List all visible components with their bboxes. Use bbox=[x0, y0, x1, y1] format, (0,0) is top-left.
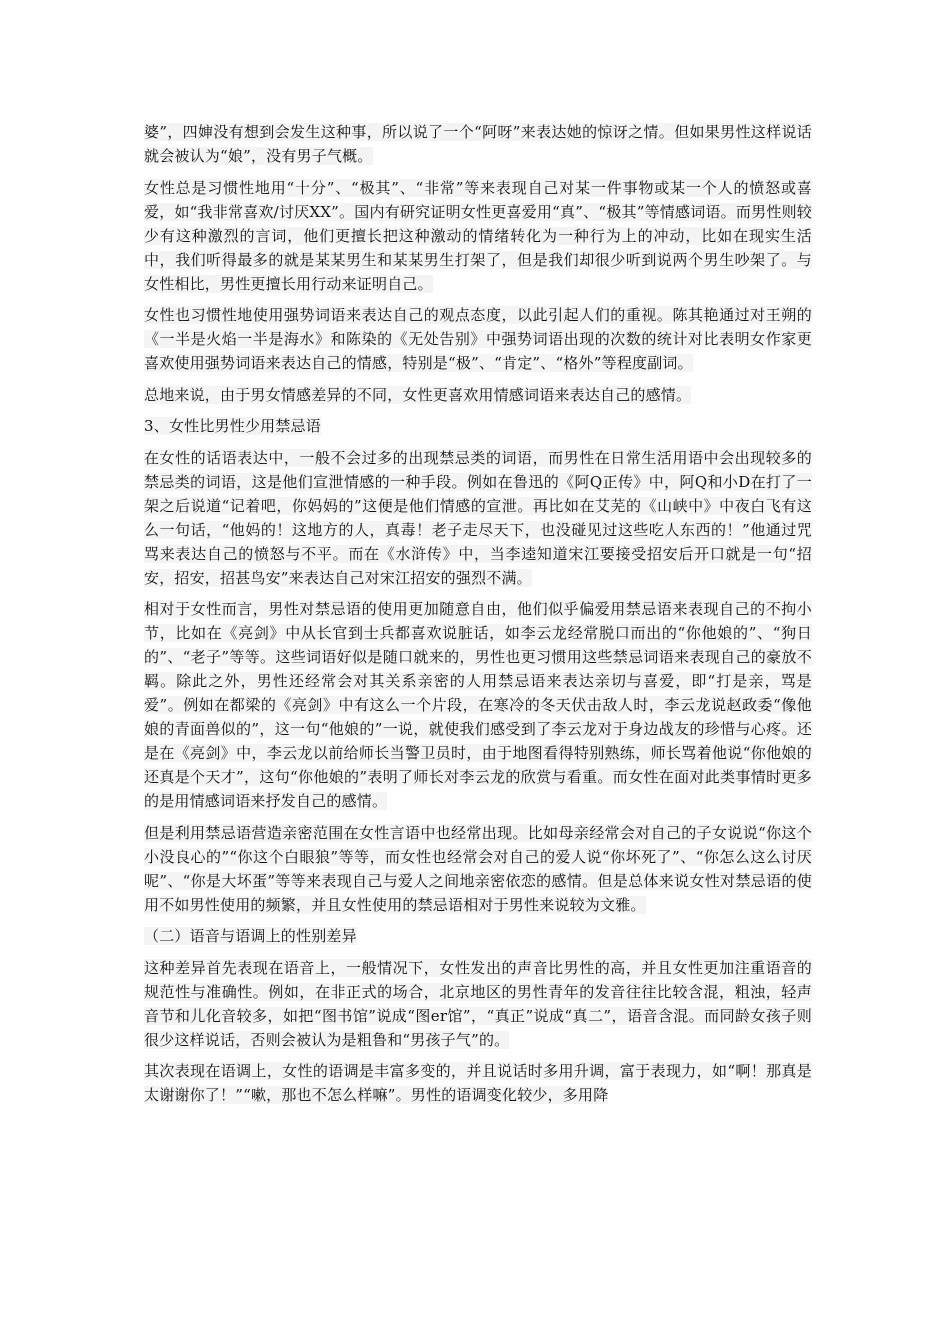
paragraph-1-text: 婆”，四婶没有想到会发生这种事，所以说了一个“阿呀”来表达她的惊讶之情。但如果男性这样说话就会被认为“娘”，没有男子气概。 bbox=[144, 123, 812, 165]
paragraph-2-text: 女性总是习惯性地用“十分”、“极其”、“非常”等来表现自己对某一件事物或某一个人的愤怒或喜爱，如“我非常喜欢/讨厌XX”。国内有研究证明女性更喜爱用“真”、“极其”等情感词语。而男性则较少有这种激烈的言词，他们更擅长把这种激动的情绪转化为一种行为上的冲动，比如在现实生活中，我们听得最多的就是某某男生和某某男生打架了，但是我们却很少听到说两个男生吵架了。与女性相比，男性更擅长用行动来证明自己。 bbox=[144, 178, 812, 293]
paragraph-1 bbox=[144, 120, 812, 168]
paragraph-6 bbox=[144, 597, 812, 813]
section-heading-2-text: （二）语音与语调上的性别差异 bbox=[144, 927, 357, 945]
paragraph-2 bbox=[144, 176, 812, 296]
document-body bbox=[144, 120, 812, 1115]
paragraph-4-text: 总地来说，由于男女情感差异的不同，女性更喜欢用情感词语来表达自己的感情。 bbox=[144, 385, 692, 404]
section-heading-3 bbox=[144, 414, 812, 438]
paragraph-9-text: 其次表现在语调上，女性的语调是丰富多变的，并且说话时多用升调，富于表现力，如“啊！那真是太谢谢你了！”“嗽，那也不怎么样嘛”。男性的语调变化较少，多用降 bbox=[144, 1062, 812, 1104]
paragraph-6-text: 相对于女性而言，男性对禁忌语的使用更加随意自由，他们似乎偏爱用禁忌语来表现自己的不拘小节，比如在《亮剑》中从长官到士兵都喜欢说脏话，如李云龙经常脱口而出的“你他娘的”、“狗日的”、“老子”等等。这些词语好似是随口就来的，男性也更习惯用这些禁忌词语来表现自己的豪放不羁。除此之外，男性还经常会对其关系亲密的人用禁忌语来表达亲切与喜爱，即“打是亲，骂是爱”。例如在都梁的《亮剑》中有这么一个片段，在寒冷的冬天伏击敌人时，李云龙说赵政委“像他娘的青面兽似的”，这一句“他娘的”一说，就使我们感受到了李云龙对于身边战友的珍惜与心疼。还是在《亮剑》中，李云龙以前给师长当警卫员时，由于地图看得特别熟练，师长骂着他说“你他娘的还真是个天才”，这句“你他娘的”表明了师长对李云龙的欣赏与看重。而女性在面对此类事情时更多的是用情感词语来抒发自己的感情。 bbox=[144, 600, 812, 810]
paragraph-5-text: 在女性的话语表达中，一般不会过多的出现禁忌类的词语，而男性在日常生活用语中会出现较多的禁忌类的词语，这是他们宣泄情感的一种手段。例如在鲁迅的《阿Q正传》中，阿Q和小D在打了一架之后说道“记着吧，你妈妈的”这便是他们情感的宣泄。再比如在艾芜的《山峡中》中夜白飞有这么一句话，“他妈的！这地方的人，真毒！老子走尽天下，也没碰见过这些吃人东西的！”他通过咒骂来表达自己的愤怒与不平。而在《水浒传》中，当李逵知道宋江要接受招安后开口就是一句“招安，招安，招甚鸟安”来表达自己对宋江招安的强烈不满。 bbox=[144, 448, 812, 587]
paragraph-9 bbox=[144, 1059, 812, 1107]
paragraph-8 bbox=[144, 956, 812, 1052]
paragraph-8-text: 这种差异首先表现在语音上，一般情况下，女性发出的声音比男性的高，并且女性更加注重语音的规范性与准确性。例如，在非正式的场合，北京地区的男性青年的发音往往比较含混，粗浊，轻声音节和儿化音较多，如把“图书馆”说成“图er馆”，“真正”说成“真二”，语音含混。而同龄女孩子则很少这样说话，否则会被认为是粗鲁和“男孩子气”的。 bbox=[144, 958, 812, 1049]
paragraph-3 bbox=[144, 303, 812, 375]
paragraph-7-text: 但是利用禁忌语营造亲密范围在女性言语中也经常出现。比如母亲经常会对自己的子女说说“你这个小没良心的”“你这个白眼狼”等等，而女性也经常会对自己的爱人说“你坏死了”、“你怎么这么讨厌呢”、“你是大坏蛋”等等来表现自己与爱人之间地亲密依恋的感情。但是总体来说女性对禁忌语的使用不如男性使用的频繁，并且女性使用的禁忌语相对于男性来说较为文雅。 bbox=[144, 823, 812, 914]
paragraph-5 bbox=[144, 446, 812, 590]
paragraph-4 bbox=[144, 383, 812, 407]
section-heading-3-text: 3、女性比男性少用禁忌语 bbox=[144, 417, 321, 435]
section-heading-2 bbox=[144, 924, 812, 948]
paragraph-3-text: 女性也习惯性地使用强势词语来表达自己的观点态度，以此引起人们的重视。陈其艳通过对王朔的《一半是火焰一半是海水》和陈染的《无处告别》中强势词语出现的次数的统计对比表明女作家更喜欢使用强势词语来表达自己的情感，特别是“极”、“肯定”、“格外”等程度副词。 bbox=[144, 306, 812, 372]
paragraph-7 bbox=[144, 821, 812, 917]
